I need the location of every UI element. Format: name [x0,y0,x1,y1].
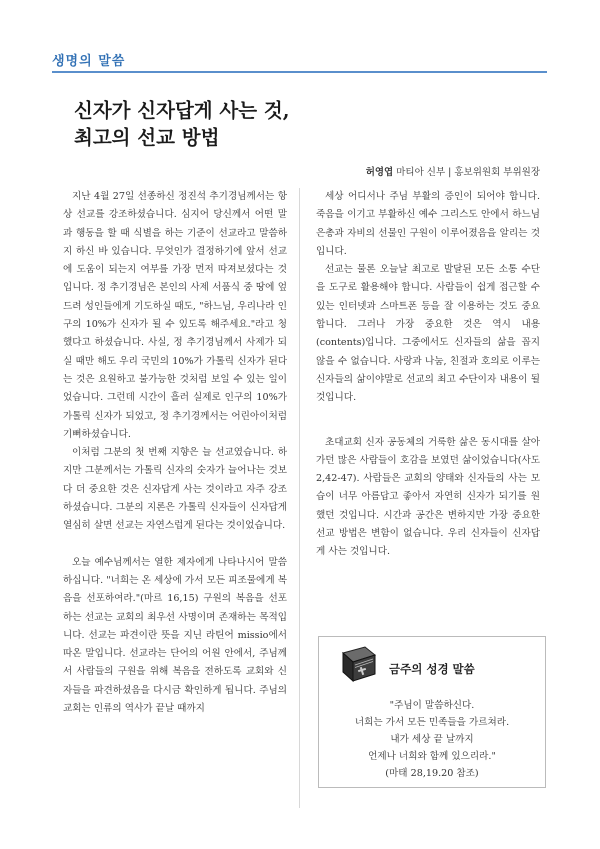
paragraph: 선교는 물론 오늘날 최고로 발달된 모든 소통 수단을 도구로 활용해야 합니다. 사람들이 쉽게 접근할 수 있는 인터넷과 스마트폰 등을 잘 이용하는 것도 중요합니다. 그러나 가장 중요한 것은 역시 내용(contents)입니다. 그중에서도 신자들의 삶을 꼽지 않을 수 없습니다. 사랑과 나눔, 친절과 호의로 이루는 신자들의 삶이야말로 선교의 최고 수단이자 내용이 될 것입니다. [316,264,540,404]
title-line-2: 최고의 선교 방법 [74,126,220,149]
verse-line: 내가 세상 끝 날까지 [390,734,474,745]
paragraph: 오늘 예수님께서는 열한 제자에게 나타나시어 말씀하십니다. "너희는 온 세상에 가서 모든 피조물에게 복음을 선포하여라."(마르 16,15) 구원의 복음을 선포하는 선교는 교회의 최우선 사명이며 존재하는 목적입니다. 선교는 파견이란 뜻을 지닌 라틴어 missio에서 따온 말입니다. 선교라는 단어의 어원 안에서, 주님께서 사람들의 구원을 위해 복음을 전하도록 교회와 신자들을 파견하셨음을 다시금 확인하게 됩니다. 주님의 교회는 인류의 역사가 끝날 때까지 [63,556,287,715]
paragraph: 이처럼 그분의 첫 번째 지향은 늘 선교였습니다. 하지만 그분께서는 가톨릭 신자의 숫자가 늘어나는 것보다 더 중요한 것은 신자답게 사는 것이라고 자주 강조하셨습니다. 그분의 지론은 가톨릭 신자들이 신자답게 열심히 살면 선교는 자연스럽게 된다는 것이었습니다. [63,447,287,532]
verse-line: 언제나 너희와 함께 있으리라." [368,751,496,762]
title-line-1: 신자가 신자답게 사는 것, [74,99,290,122]
byline [366,164,540,178]
left-column [63,188,287,718]
right-column [316,188,540,562]
paragraph: 초대교회 신자 공동체의 거룩한 삶은 동시대를 살아가던 많은 사람들이 호감을 보였던 삶이었습니다(사도 2,42-47). 사람들은 교회의 양태와 신자들의 사는 모습이 너무 아름답고 좋아서 자연히 신자가 되기를 원했던 것입니다. 시간과 공간은 변하지만 가장 중요한 선교 방법은 변함이 없습니다. 우리 신자들이 신자답게 사는 것입니다. [316,436,540,558]
paragraph: 지난 4월 27일 선종하신 정진석 추기경님께서는 항상 선교를 강조하셨습니다. 심지어 당신께서 어떤 말과 행동을 할 때 식별을 하는 기준이 선교라고 말씀하지 하신 바 있습니다. 무엇인가 결정하기에 앞서 선교에 도움이 되는지 여부를 가장 먼저 따져보셨다는 것입니다. 정 추기경님은 본인의 사제 서품식 중 땅에 엎드려 성인들에게 기도하실 때도, "하느님, 우리나라 인구의 10%가 신자가 될 수 있도록 해주세요."라고 청했다고 하셨습니다. 사실, 정 추기경님께서 사제가 되실 때만 해도 우리 국민의 10%가 가톨릭 신자가 된다는 것은 요원하고 불가능한 것처럼 보일 수 있는 일이었습니다. 그런데 시간이 흘러 실제로 인구의 10%가 가톨릭 신자가 되었고, 정 추기경께서는 어린아이처럼 기뻐하셨습니다. [63,191,287,440]
article-title [74,97,534,151]
verse-box-title: 금주의 성경 말씀 [389,662,475,676]
verse-reference: (마태 28,19.20 참조) [385,768,479,779]
paragraph: 세상 어디서나 주님 부활의 증인이 되어야 합니다. 죽음을 이기고 부활하신 예수 그리스도 안에서 하느님 은총과 자비의 선물인 구원이 이루어졌음을 알리는 것입니다. [316,191,540,257]
bible-book-icon [339,643,379,685]
verse-line: "주님이 말씀하신다. [389,700,475,711]
section-rule [52,71,547,73]
column-divider [299,188,300,808]
section-label: 생명의 말씀 [52,54,126,69]
author-role: 마티아 신부 | 홍보위원회 부위원장 [393,167,540,178]
verse-box [318,636,546,788]
author-name: 허영엽 [365,167,394,178]
verse-lines [319,697,545,782]
verse-line: 너희는 가서 모든 민족들을 가르쳐라. [354,717,510,728]
